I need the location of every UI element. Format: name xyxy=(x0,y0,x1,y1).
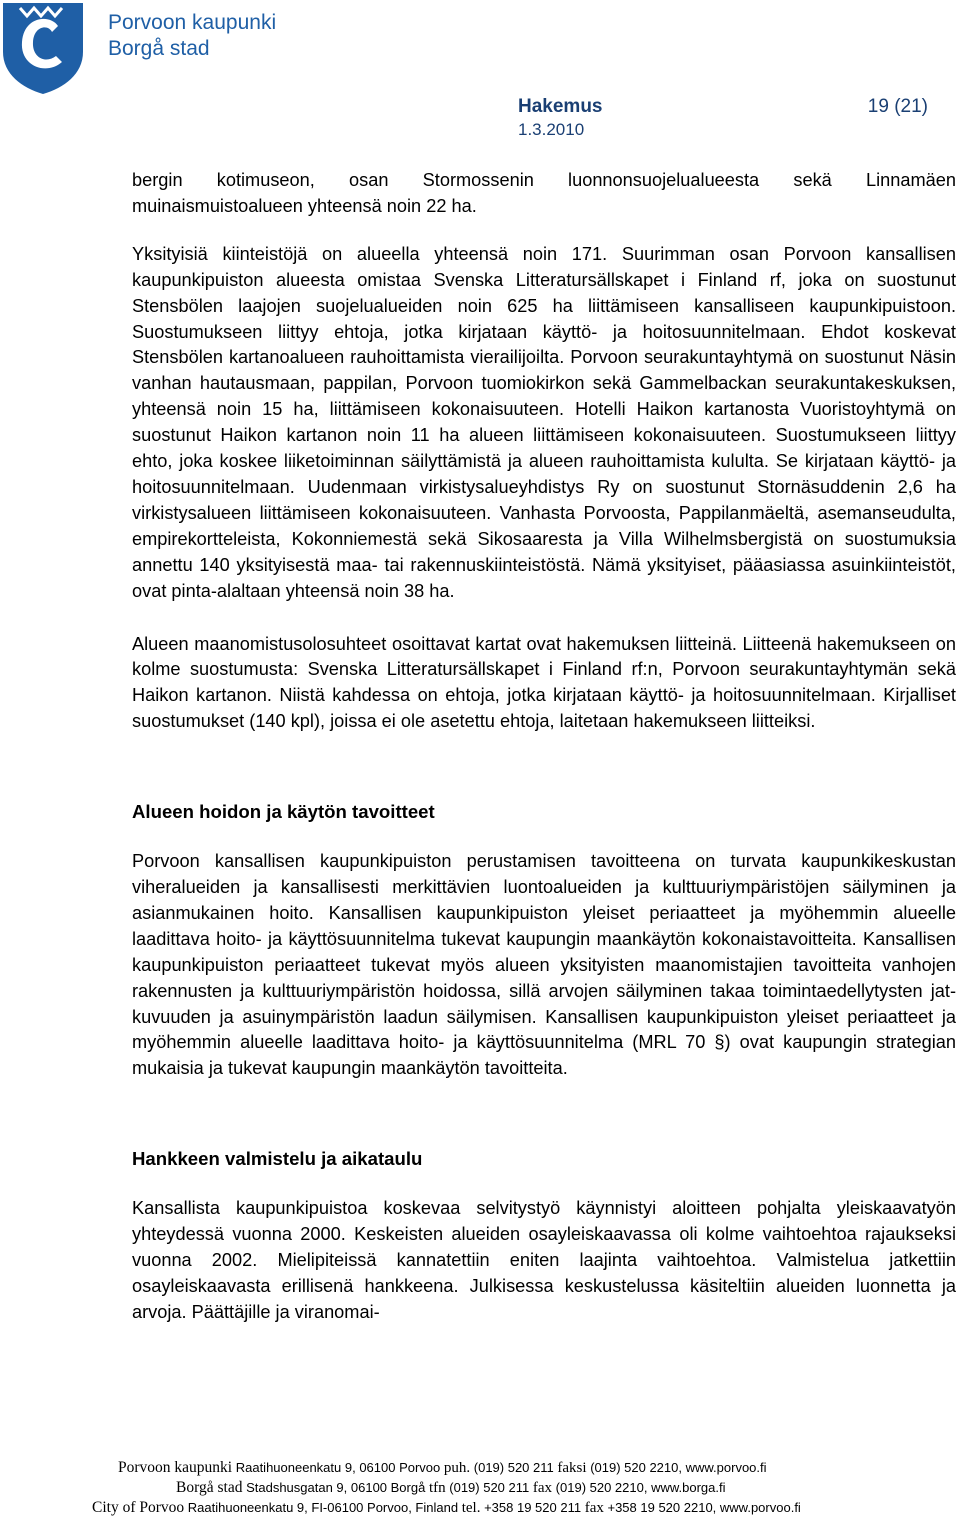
footer-phone-label: puh. xyxy=(443,1460,471,1476)
footer-phone: (019) 520 211 xyxy=(473,1460,554,1475)
footer-org-name: Porvoon kaupunki xyxy=(118,1459,233,1476)
org-name-swedish: Borgå stad xyxy=(108,37,210,60)
paragraph-2: Yksityisiä kiinteistöjä on alueella yhteensä noin 171. Suurimman osan Porvoon kansallisen kaupunkipuiston alueesta omistaa Svenska Litteratursällskapet i Finland rf, joka on suostunut Stensbölen laajojen suojelualueiden noin 625 ha liittämiseen kansalliseen kaupunkipuistoon. Suostumukseen liittyy ehtoja, jotka kirjataan käyttö- ja hoitosuunnitelmaan. Ehdot koskevat Stensbölen kartanoalueen rauhoittamista vierailijoilta. Porvoon seurakuntayhtymä on suostunut Näsin vanhan hautausmaan, pappilan, Porvoon tuomiokirkon sekä Gammelbackan seurakuntakeskuksen, yhteensä noin 15 ha, liittämiseen kokonaisuuteen. Hotelli Haikon kartanosta Vuoristoyhtymä on suostunut Haikon kartanon noin 11 ha alueen liittämiseen kokonaisuuteen. Suostumukseen liittyy ehto, joka koskee liiketoiminnan säilyttämistä ja alueen rauhoittamista kululta. Se kirjataan käyttö- ja hoitosuunnitelmaan. Uudenmaan virkistysalueyhdistys Ry on suostunut Stornäsuddenin 2,6 ha virkistysalueen liittämiseen kokonaisuuteen. Vanhasta Porvoosta, Pappilanmäeltä, asemanseudulta, empirekortteleista, Kokonniemestä sekä Sikosaaresta ja Villa Wilhelmsbergistä on suostumuksia annettu 140 yksityisestä maa- tai rakennuskiinteistöstä. Nämä yksityiset, pääasiassa asuinkiinteistöt, ovat pinta-alaltaan yhteensä noin 38 ha. xyxy=(132,243,956,601)
footer-address: Stadshusgatan 9, 06100 Borgå xyxy=(246,1480,426,1495)
document-type: Hakemus xyxy=(518,96,603,117)
organization-name xyxy=(108,10,276,62)
footer-address: Raatihuoneenkatu 9, FI-06100 Porvoo, Finland xyxy=(187,1500,459,1515)
footer-phone: (019) 520 211 xyxy=(449,1480,530,1495)
footer-fax-label: fax xyxy=(584,1500,604,1516)
document-date: 1.3.2010 xyxy=(518,120,585,139)
paragraph-4: Porvoon kansallisen kaupunkipuiston perustamisen tavoitteena on turvata kaupunkikeskustan viheralueiden ja kansallisesti merkittävien luontoalueiden ja kulttuuriympäristöjen säilyminen ja asianmukainen hoito. Kansallisen kaupunkipuiston yleiset periaatteet ja myöhemmin alueelle laadittava hoito- ja käyttösuunnitelma tukevat kaupungin maankäytön kokonaistavoitteita. Kansallisen kaupunkipuiston periaatteet tukevat myös alueen yksityisten maanomistajien tavoitteita vanhojen rakennusten ja kulttuuriympäristön hoidossa, sillä arvojen säilyminen takaa toimintaedellytysten jatkuvuuden ja asuinympäristön laadun säilymisen. Kansallisen kaupunkipuiston yleiset periaatteet ja myöhemmin alueelle laadittava hoito- ja käyttösuunnitelma (MRL 70 §) ovat kaupungin strategian mukaisia ja tukevat kaupungin maankäytön tavoitteita. xyxy=(132,851,956,1079)
footer-org-name: Borgå stad xyxy=(176,1479,243,1496)
paragraph-1: bergin kotimuseon, osan Stormossenin luonnonsuojelualueesta sekä Linnamäen muinaismuistoalueen yhteensä noin 22 ha. xyxy=(132,170,956,216)
footer-fax-web: (019) 520 2210, www.porvoo.fi xyxy=(590,1460,767,1475)
footer-line-english xyxy=(92,1498,801,1518)
document-body xyxy=(132,168,956,1326)
footer-fax-web: +358 19 520 2210, www.porvoo.fi xyxy=(607,1500,801,1515)
org-name-finnish: Porvoon kaupunki xyxy=(108,11,277,34)
city-crest-logo xyxy=(0,0,86,96)
footer-phone-label: tel. xyxy=(461,1500,481,1516)
footer-fax-label: fax xyxy=(532,1480,553,1496)
footer-address: Raatihuoneenkatu 9, 06100 Porvoo xyxy=(235,1460,441,1475)
footer-phone-label: tfn xyxy=(428,1480,446,1496)
footer-line-swedish xyxy=(176,1478,726,1498)
section-heading-preparation: Hankkeen valmistelu ja aikataulu xyxy=(132,1148,423,1170)
footer-fax-label: faksi xyxy=(557,1460,587,1476)
footer-line-finnish xyxy=(118,1458,767,1478)
footer-org-name: City of Porvoo xyxy=(92,1499,185,1516)
paragraph-5: Kansallista kaupunkipuistoa koskevaa selvitystyö käynnistyi aloitteen pohjalta yleiskaavatyön yhteydessä vuonna 2000. Keskeisten alueiden osayleiskaavassa oli kolme vaihtoehtoa rajaukseksi vuonna 2002. Mielipiteissä kannatettiin eniten laajinta vaihtoehtoa. Valmistelua jatkettiin osayleiskaavasta erillisenä hankkeena. Julkisessa keskustelussa käsiteltiin alueiden luonnetta ja arvoja. Päättäjille ja viranomai- xyxy=(132,1198,956,1322)
section-heading-goals: Alueen hoidon ja käytön tavoitteet xyxy=(132,801,435,823)
page-number: 19 (21) xyxy=(867,96,928,117)
footer-phone: +358 19 520 211 xyxy=(484,1500,582,1515)
paragraph-3: Alueen maanomistusolosuhteet osoittavat kartat ovat hakemuksen liitteinä. Liitteenä hakemukseen on kolme suostumusta: Svenska Litteratursällskapet i Finland rf:n, Porvoon seurakuntayhtymän sekä Haikon kartanon. Niistä kahdessa on ehtoja, jotka kirjataan käyttö- ja hoitosuunnitelmaan. Kirjalliset suostumukset (140 kpl), joissa ei ole asetettu ehtoja, laitetaan hakemukseen liitteiksi. xyxy=(132,633,956,732)
footer-fax-web: (019) 520 2210, www.borga.fi xyxy=(555,1480,726,1495)
